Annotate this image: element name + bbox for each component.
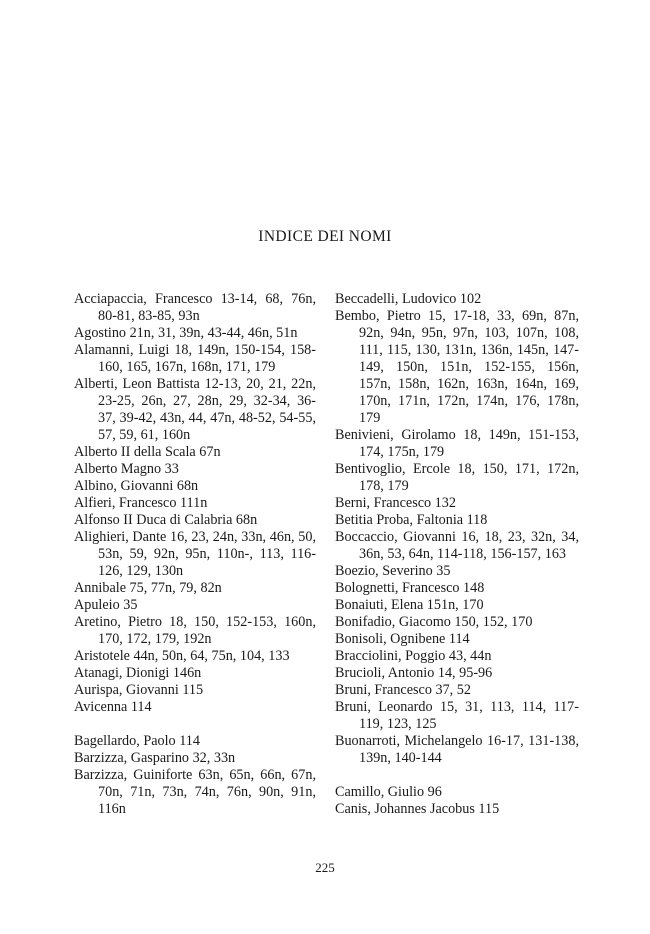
index-entry: Boccaccio, Giovanni 16, 18, 23, 32n, 34, 36n, 53, 64n, 114-118, 156-157, 163	[335, 529, 579, 562]
index-entry: Aurispa, Giovanni 115	[74, 682, 204, 698]
index-entry: Alberto Magno 33	[74, 461, 179, 477]
index-entry: Annibale 75, 77n, 79, 82n	[74, 580, 222, 596]
index-entry: Bentivoglio, Ercole 18, 150, 171, 172n, 178, 179	[335, 461, 579, 494]
index-entry: Berni, Francesco 132	[335, 495, 456, 511]
page-title: INDICE DEI NOMI	[258, 228, 392, 245]
index-entry: Alberti, Leon Battista 12-13, 20, 21, 22n, 23-25, 26n, 27, 28n, 29, 32-34, 36- 37, 39-42, 43n, 44, 47n, 48-52, 54-55, 57, 59, 61, 160n	[74, 376, 316, 443]
index-entry: Bembo, Pietro 15, 17-18, 33, 69n, 87n, 92n, 94n, 95n, 97n, 103, 107n, 108, 111, 115, 130, 131n, 136n, 145n, 147-149, 150n, 151n, 152-155, 156n, 157n, 158n, 162n, 163n, 164n, 169, 170n, 171n, 172n, 174n, 176, 178n, 179	[335, 308, 579, 426]
index-entry: Bruni, Francesco 37, 52	[335, 682, 471, 698]
index-entry: Alfieri, Francesco 111n	[74, 495, 208, 511]
index-entry: Avicenna 114	[74, 699, 152, 715]
index-entry: Benivieni, Girolamo 18, 149n, 151-153, 174, 175n, 179	[335, 427, 579, 460]
index-entry: Camillo, Giulio 96	[335, 784, 442, 800]
index-entry: Buonarroti, Michelangelo 16-17, 131-138, 139n, 140-144	[335, 733, 579, 766]
index-entry: Betitia Proba, Faltonia 118	[335, 512, 488, 528]
index-entry: Bonifadio, Giacomo 150, 152, 170	[335, 614, 533, 630]
index-entry: Bonisoli, Ognibene 114	[335, 631, 470, 647]
index-entry: Alfonso II Duca di Calabria 68n	[74, 512, 258, 528]
index-entry: Bolognetti, Francesco 148	[335, 580, 485, 596]
index-entry: Alighieri, Dante 16, 23, 24n, 33n, 46n, 50, 53n, 59, 92n, 95n, 110n-, 113, 116-126, 129, 130n	[74, 529, 316, 579]
index-entry: Aristotele 44n, 50n, 64, 75n, 104, 133	[74, 648, 290, 664]
page-number: 225	[315, 860, 335, 875]
index-entry: Beccadelli, Ludovico 102	[335, 291, 482, 307]
index-entry: Atanagi, Dionigi 146n	[74, 665, 202, 681]
index-entry: Boezio, Severino 35	[335, 563, 451, 579]
index-entry: Agostino 21n, 31, 39n, 43-44, 46n, 51n	[74, 325, 298, 341]
index-entry: Aretino, Pietro 18, 150, 152-153, 160n, 170, 172, 179, 192n	[74, 614, 316, 647]
index-entry: Bonaiuti, Elena 151n, 170	[335, 597, 484, 613]
index-entry: Barzizza, Gasparino 32, 33n	[74, 750, 236, 766]
index-entry: Brucioli, Antonio 14, 95-96	[335, 665, 493, 681]
index-entry: Barzizza, Guiniforte 63n, 65n, 66n, 67n, 70n, 71n, 73n, 74n, 76n, 90n, 91n, 116n	[74, 767, 316, 817]
index-entry: Bracciolini, Poggio 43, 44n	[335, 648, 492, 664]
index-entry: Apuleio 35	[74, 597, 138, 613]
index-entry: Bagellardo, Paolo 114	[74, 733, 200, 749]
index-column-right	[335, 291, 579, 818]
index-entry: Canis, Johannes Jacobus 115	[335, 801, 500, 817]
index-entry: Alamanni, Luigi 18, 149n, 150-154, 158-160, 165, 167n, 168n, 171, 179	[74, 342, 316, 375]
index-column-left	[74, 291, 316, 818]
index-entry: Alberto II della Scala 67n	[74, 444, 221, 460]
index-entry: Acciapaccia, Francesco 13-14, 68, 76n, 80-81, 83-85, 93n	[74, 291, 316, 324]
index-entry: Bruni, Leonardo 15, 31, 113, 114, 117-119, 123, 125	[335, 699, 579, 732]
index-entry: Albino, Giovanni 68n	[74, 478, 199, 494]
